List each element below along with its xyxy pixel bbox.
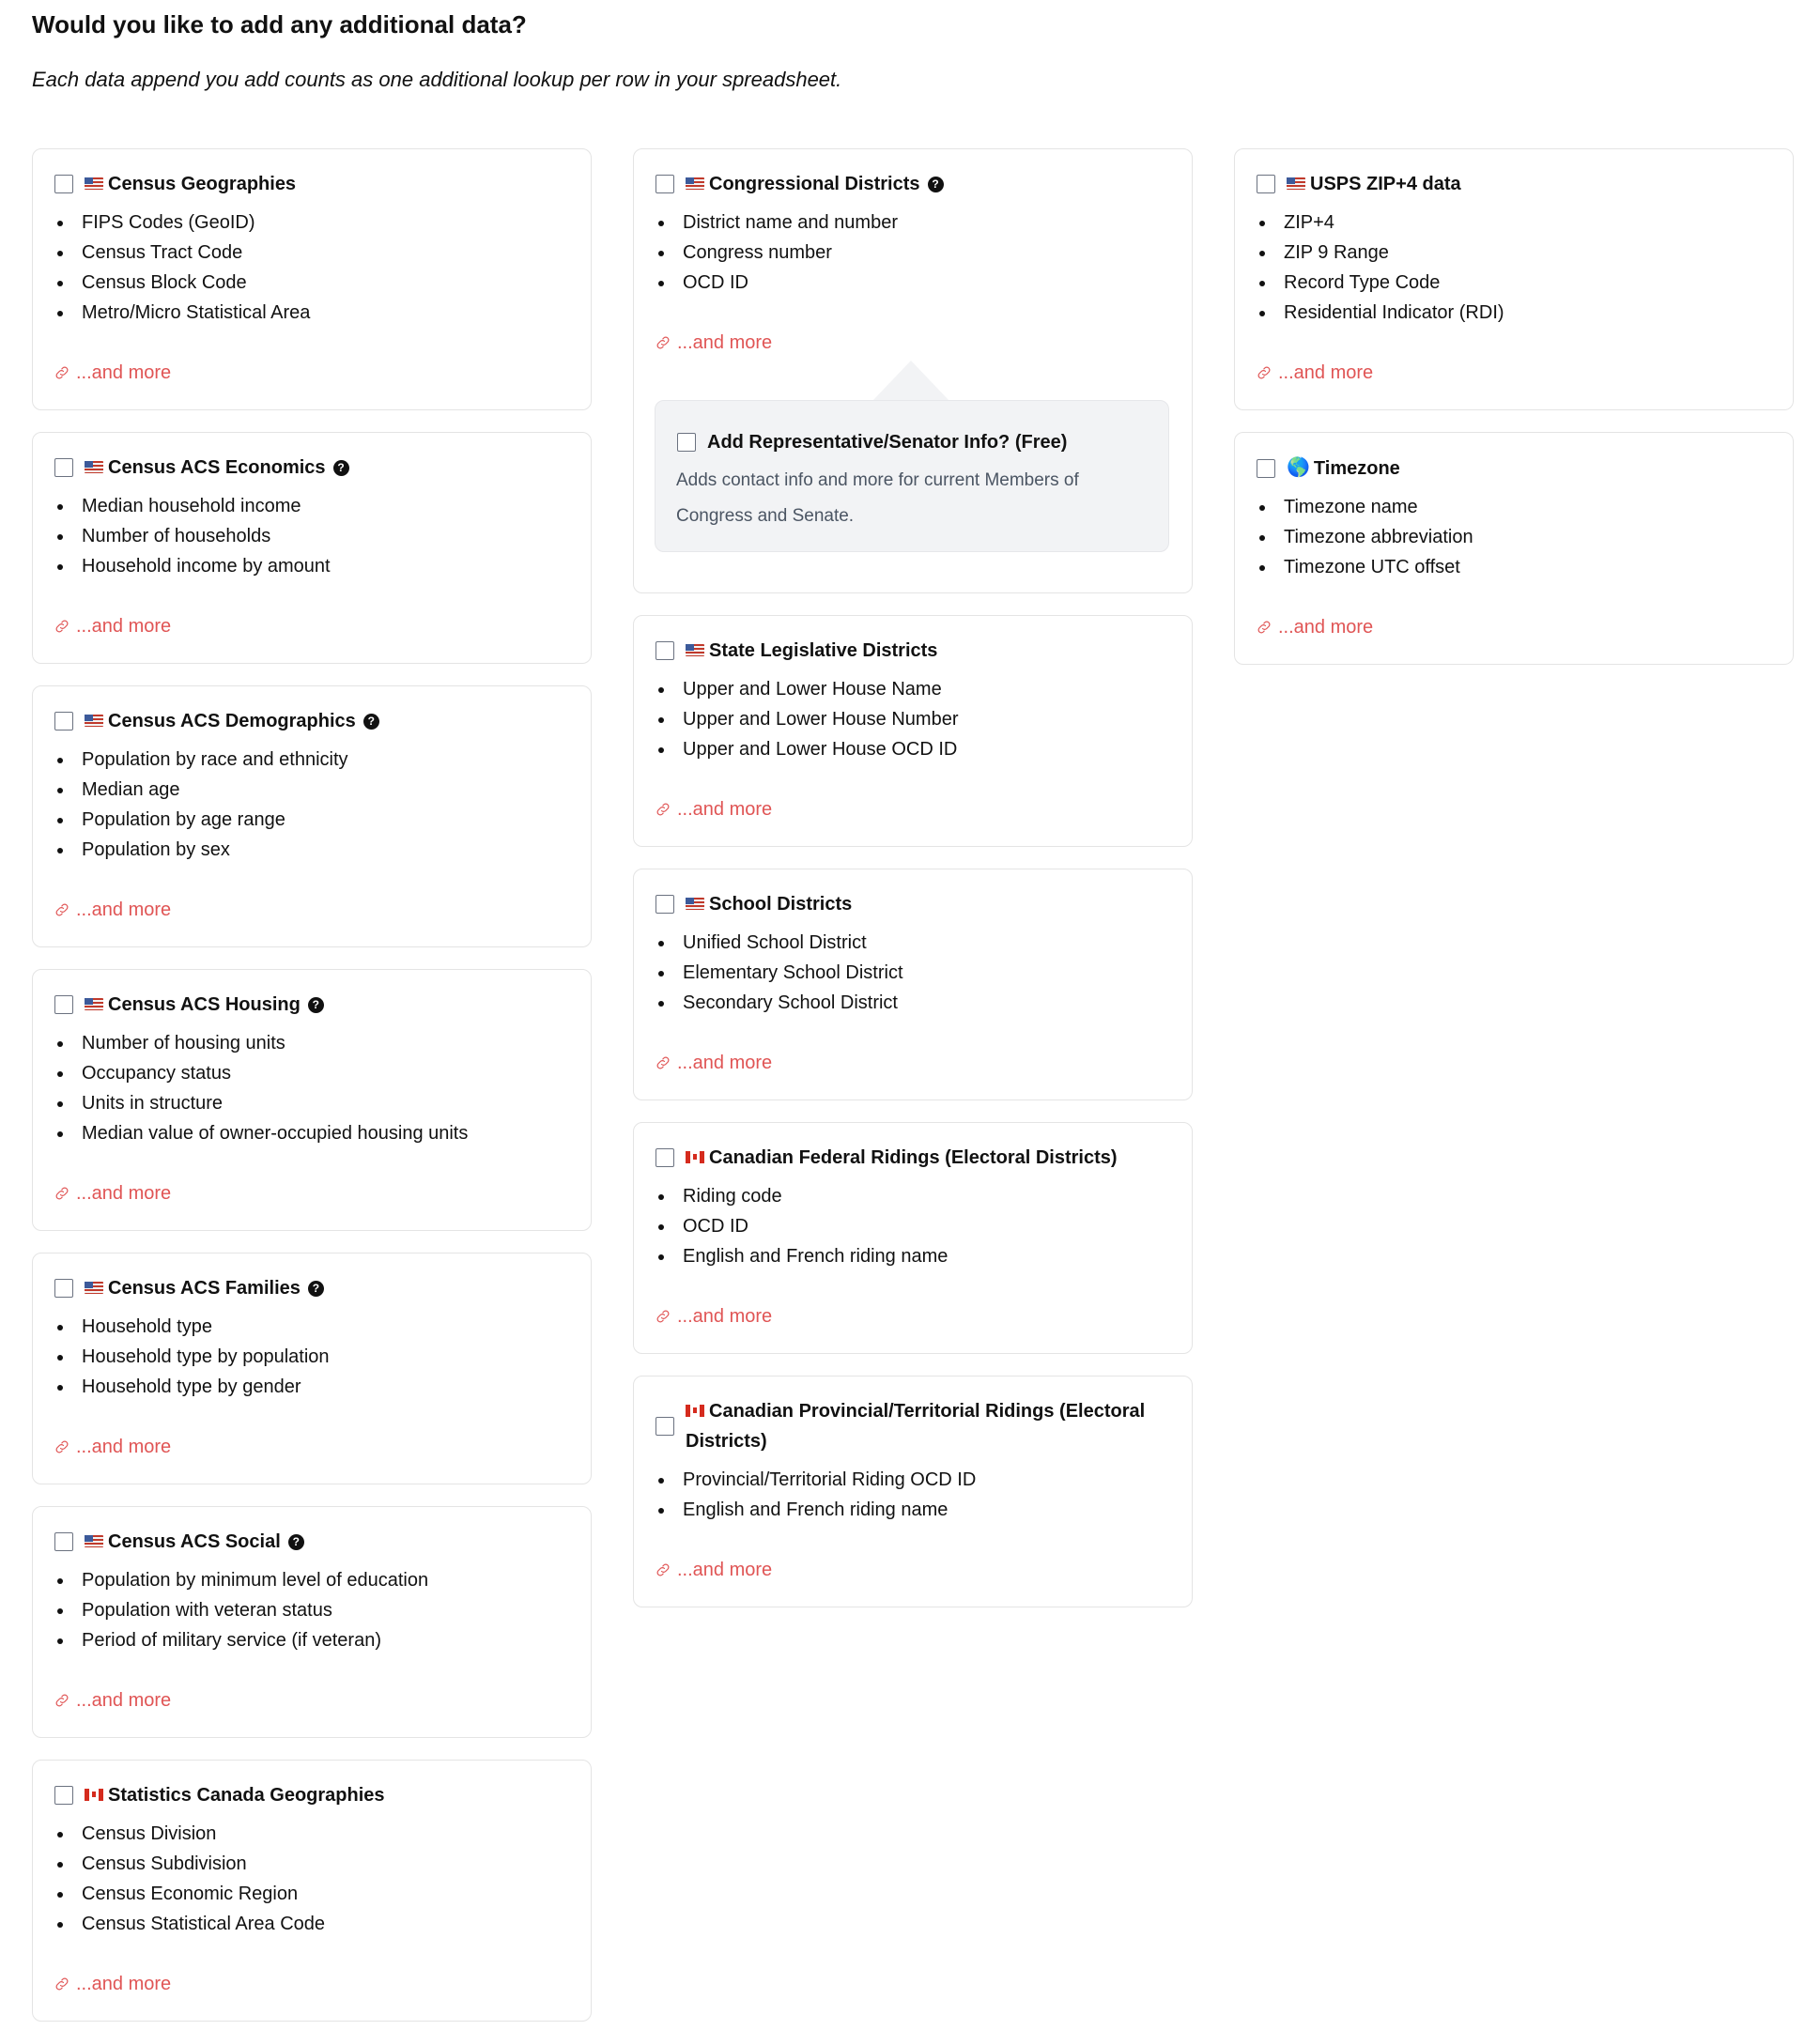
card-canadian-provincial-territorial-ridings-electoral-districts — [633, 1376, 1193, 1607]
feature-list — [655, 208, 1171, 298]
us-flag-icon — [85, 177, 103, 190]
feature-item: Census Block Code — [54, 268, 570, 298]
feature-item: OCD ID — [655, 268, 1171, 298]
and-more-link[interactable] — [54, 1685, 171, 1715]
feature-item: Population by minimum level of education — [54, 1565, 570, 1595]
append-checkbox[interactable] — [54, 458, 73, 477]
page-title: Would you like to add any additional data? — [32, 10, 527, 38]
card-census-acs-housing — [32, 969, 592, 1231]
card-header — [655, 1143, 1171, 1173]
link-icon — [655, 334, 671, 351]
us-flag-icon — [85, 461, 103, 473]
help-icon[interactable]: ? — [308, 1281, 324, 1297]
feature-list — [1256, 492, 1772, 582]
card-header — [655, 636, 1171, 666]
feature-item: FIPS Codes (GeoID) — [54, 208, 570, 238]
globe-icon: 🌎 — [1287, 457, 1310, 478]
feature-list — [54, 491, 570, 581]
and-more-link[interactable] — [54, 611, 171, 641]
feature-list — [655, 928, 1171, 1018]
append-checkbox[interactable] — [54, 995, 73, 1014]
feature-item: Household income by amount — [54, 551, 570, 581]
append-checkbox[interactable] — [656, 1148, 674, 1167]
help-icon[interactable]: ? — [308, 997, 324, 1013]
feature-item: Riding code — [655, 1181, 1171, 1211]
and-more-link[interactable] — [655, 1555, 772, 1585]
and-more-label: ...and more — [677, 1305, 773, 1327]
feature-list — [54, 1565, 570, 1655]
feature-item: Population by age range — [54, 805, 570, 835]
card-header — [655, 169, 1171, 199]
feature-item: Timezone UTC offset — [1256, 552, 1772, 582]
and-more-label: ...and more — [677, 1559, 773, 1580]
card-title[interactable] — [85, 1527, 304, 1557]
card-statistics-canada-geographies — [32, 1760, 592, 2022]
card-header — [54, 990, 570, 1020]
and-more-link[interactable] — [54, 1432, 171, 1462]
help-icon[interactable]: ? — [288, 1534, 304, 1550]
card-title[interactable] — [1287, 453, 1400, 484]
add-representative-checkbox[interactable] — [677, 433, 696, 452]
and-more-link[interactable] — [54, 1178, 171, 1208]
card-usps-zip-4-data — [1234, 148, 1794, 410]
link-icon — [1256, 619, 1272, 636]
feature-item: Secondary School District — [655, 988, 1171, 1018]
card-title[interactable] — [686, 1143, 1118, 1173]
card-header — [54, 453, 570, 483]
feature-item: English and French riding name — [655, 1495, 1171, 1525]
append-checkbox[interactable] — [54, 712, 73, 730]
card-header — [54, 1527, 570, 1557]
column-right — [1234, 148, 1794, 665]
column-left — [32, 148, 592, 2022]
feature-item: English and French riding name — [655, 1241, 1171, 1271]
card-title[interactable] — [686, 889, 852, 919]
link-icon — [655, 1308, 671, 1325]
card-header — [54, 1780, 570, 1810]
feature-item: Timezone abbreviation — [1256, 522, 1772, 552]
card-census-geographies — [32, 148, 592, 410]
feature-item: Census Division — [54, 1819, 570, 1849]
callout-arrow — [873, 361, 949, 400]
and-more-label: ...and more — [76, 899, 172, 920]
card-census-acs-families — [32, 1253, 592, 1484]
callout-header — [676, 427, 1148, 457]
and-more-label: ...and more — [677, 1052, 773, 1073]
us-flag-icon — [85, 1535, 103, 1547]
feature-list — [54, 1819, 570, 1939]
feature-item: Metro/Micro Statistical Area — [54, 298, 570, 328]
card-title-text: Census Geographies — [108, 174, 297, 194]
link-icon — [54, 901, 70, 918]
and-more-label: ...and more — [1278, 616, 1374, 638]
card-title[interactable] — [85, 1780, 385, 1810]
card-school-districts — [633, 869, 1193, 1100]
card-canadian-federal-ridings-electoral-districts — [633, 1122, 1193, 1354]
append-checkbox[interactable] — [54, 1279, 73, 1298]
feature-item: Census Tract Code — [54, 238, 570, 268]
feature-item: Number of housing units — [54, 1028, 570, 1058]
feature-item: Household type — [54, 1312, 570, 1342]
feature-list — [655, 1465, 1171, 1525]
card-timezone — [1234, 432, 1794, 665]
help-icon[interactable]: ? — [363, 714, 379, 730]
card-title-text: Census ACS Social — [108, 1531, 281, 1552]
feature-item: ZIP 9 Range — [1256, 238, 1772, 268]
feature-item: Median value of owner-occupied housing units — [54, 1118, 570, 1148]
feature-list — [1256, 208, 1772, 328]
link-icon — [655, 1561, 671, 1578]
card-title[interactable] — [85, 1273, 324, 1303]
page-subtitle: Each data append you add counts as one additional lookup per row in your spreadsheet. — [32, 68, 842, 91]
us-flag-icon — [686, 177, 704, 190]
canada-flag-icon — [686, 1151, 704, 1163]
feature-item: Census Economic Region — [54, 1879, 570, 1909]
card-title[interactable] — [686, 1396, 1171, 1456]
and-more-label: ...and more — [677, 331, 773, 353]
and-more-label: ...and more — [76, 1436, 172, 1457]
feature-item: Units in structure — [54, 1088, 570, 1118]
card-title-text: Census ACS Economics — [108, 457, 326, 478]
and-more-label: ...and more — [1278, 361, 1374, 383]
feature-item: Household type by population — [54, 1342, 570, 1372]
card-title-text: Timezone — [1313, 458, 1400, 479]
us-flag-icon — [1287, 177, 1305, 190]
feature-item: Period of military service (if veteran) — [54, 1625, 570, 1655]
feature-item: Census Subdivision — [54, 1849, 570, 1879]
append-checkbox[interactable] — [1257, 459, 1275, 478]
and-more-link[interactable] — [655, 794, 772, 824]
feature-item: Census Statistical Area Code — [54, 1909, 570, 1939]
feature-item: Population by sex — [54, 835, 570, 865]
card-title[interactable] — [85, 990, 324, 1020]
feature-list — [655, 1181, 1171, 1271]
append-checkbox[interactable] — [656, 895, 674, 914]
card-census-acs-economics — [32, 432, 592, 664]
callout-description: Adds contact info and more for current Members of Congress and Senate. — [676, 470, 1079, 526]
link-icon — [1256, 364, 1272, 381]
and-more-link[interactable] — [1256, 612, 1373, 642]
feature-item: Unified School District — [655, 928, 1171, 958]
card-title[interactable] — [1287, 169, 1461, 199]
feature-item: Occupancy status — [54, 1058, 570, 1088]
us-flag-icon — [85, 998, 103, 1010]
card-title-text: Canadian Provincial/Territorial Ridings (Electoral Districts) — [686, 1401, 1146, 1452]
feature-item: Residential Indicator (RDI) — [1256, 298, 1772, 328]
and-more-label: ...and more — [76, 1182, 172, 1204]
feature-item: Population with veteran status — [54, 1595, 570, 1625]
feature-item: Congress number — [655, 238, 1171, 268]
card-title-text: Census ACS Demographics — [108, 711, 356, 731]
card-title-text: Congressional Districts — [709, 174, 920, 194]
card-header — [54, 706, 570, 736]
card-header — [54, 169, 570, 199]
feature-item: Timezone name — [1256, 492, 1772, 522]
card-title-text: School Districts — [709, 894, 853, 915]
us-flag-icon — [686, 898, 704, 910]
link-icon — [54, 1438, 70, 1455]
feature-item: Median age — [54, 775, 570, 805]
card-title-text: Statistics Canada Geographies — [108, 1785, 385, 1806]
and-more-link[interactable] — [54, 895, 171, 925]
card-title[interactable] — [85, 169, 296, 199]
card-title-text: Census ACS Families — [108, 1278, 301, 1299]
feature-item: Upper and Lower House Number — [655, 704, 1171, 734]
append-checkbox[interactable] — [54, 1532, 73, 1551]
canada-flag-icon — [686, 1405, 704, 1417]
feature-item: District name and number — [655, 208, 1171, 238]
link-icon — [655, 1054, 671, 1071]
link-icon — [54, 618, 70, 635]
append-checkbox[interactable] — [54, 1786, 73, 1805]
card-congressional-districts — [633, 148, 1193, 593]
feature-item: Number of households — [54, 521, 570, 551]
us-flag-icon — [85, 715, 103, 727]
feature-item: Median household income — [54, 491, 570, 521]
card-census-acs-social — [32, 1506, 592, 1738]
and-more-label: ...and more — [677, 798, 773, 820]
feature-item: Upper and Lower House Name — [655, 674, 1171, 704]
help-icon[interactable]: ? — [333, 460, 349, 476]
feature-item: Provincial/Territorial Riding OCD ID — [655, 1465, 1171, 1495]
feature-item: Elementary School District — [655, 958, 1171, 988]
and-more-link[interactable] — [54, 358, 171, 388]
card-state-legislative-districts — [633, 615, 1193, 847]
us-flag-icon — [85, 1282, 103, 1294]
and-more-link[interactable] — [655, 1301, 772, 1331]
feature-list — [54, 1312, 570, 1402]
card-header — [655, 1396, 1171, 1456]
feature-list — [54, 1028, 570, 1148]
feature-item: OCD ID — [655, 1211, 1171, 1241]
card-title-text: Census ACS Housing — [108, 994, 301, 1015]
link-icon — [54, 1692, 70, 1709]
and-more-link[interactable] — [1256, 358, 1373, 388]
card-header — [54, 1273, 570, 1303]
and-more-link[interactable] — [655, 328, 772, 358]
card-title-text: Canadian Federal Ridings (Electoral Districts) — [709, 1147, 1118, 1168]
link-icon — [54, 364, 70, 381]
feature-list — [655, 674, 1171, 764]
feature-list — [54, 745, 570, 865]
card-title-text: USPS ZIP+4 data — [1310, 174, 1461, 194]
feature-list — [54, 208, 570, 328]
and-more-label: ...and more — [76, 1973, 172, 1994]
and-more-link[interactable] — [54, 1969, 171, 1999]
link-icon — [655, 801, 671, 818]
card-census-acs-demographics — [32, 685, 592, 947]
append-checkbox[interactable] — [1257, 175, 1275, 193]
and-more-label: ...and more — [76, 1689, 172, 1711]
feature-item: Upper and Lower House OCD ID — [655, 734, 1171, 764]
column-middle — [633, 148, 1193, 1607]
callout-title[interactable]: Add Representative/Senator Info? (Free) — [707, 432, 1068, 453]
card-header — [1256, 169, 1772, 199]
feature-item: ZIP+4 — [1256, 208, 1772, 238]
link-icon — [54, 1185, 70, 1202]
append-checkbox[interactable] — [656, 641, 674, 660]
card-title[interactable] — [85, 453, 349, 483]
card-title[interactable] — [85, 706, 379, 736]
append-checkbox[interactable] — [656, 175, 674, 193]
us-flag-icon — [686, 644, 704, 656]
card-header — [1256, 453, 1772, 484]
and-more-label: ...and more — [76, 361, 172, 383]
card-title-text: State Legislative Districts — [709, 640, 938, 661]
feature-item: Household type by gender — [54, 1372, 570, 1402]
append-checkbox[interactable] — [54, 175, 73, 193]
representative-callout — [655, 400, 1171, 552]
card-title[interactable] — [686, 636, 937, 666]
feature-item: Record Type Code — [1256, 268, 1772, 298]
card-title[interactable] — [686, 169, 944, 199]
link-icon — [54, 1976, 70, 1992]
feature-item: Population by race and ethnicity — [54, 745, 570, 775]
callout-box — [655, 400, 1169, 552]
card-header — [655, 889, 1171, 919]
and-more-label: ...and more — [76, 615, 172, 637]
append-checkbox[interactable] — [656, 1417, 674, 1436]
help-icon[interactable]: ? — [928, 177, 944, 192]
canada-flag-icon — [85, 1789, 103, 1801]
and-more-link[interactable] — [655, 1048, 772, 1078]
